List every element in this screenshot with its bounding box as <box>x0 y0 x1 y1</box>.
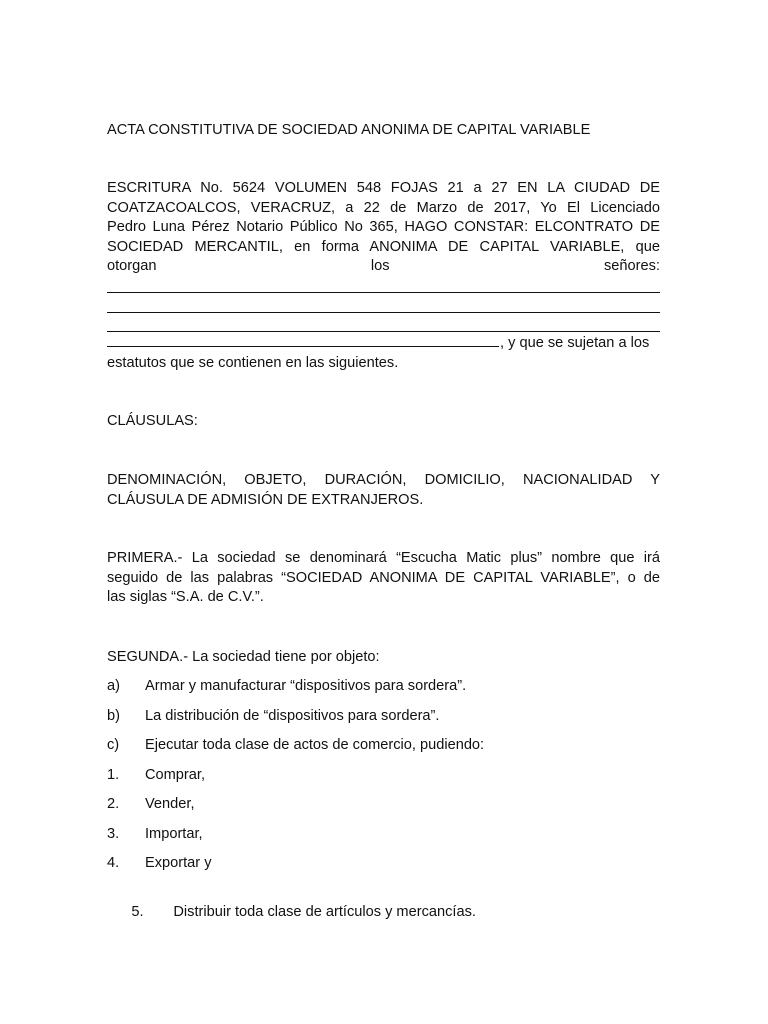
intro-word-otorgan: otorgan <box>107 258 157 274</box>
intro-line-3: Pedro Luna Pérez Notario Público No 365, HAGO CONSTAR: ELCONTRATO DE <box>107 219 660 235</box>
list-marker: 3. <box>107 825 120 842</box>
list-marker: c) <box>107 737 120 753</box>
intro-word-los: los <box>370 258 390 274</box>
list-marker: 2. <box>107 796 120 812</box>
document-title: ACTA CONSTITUTIVA DE SOCIEDAD ANONIMA DE CAPITAL VARIABLE <box>107 122 591 138</box>
signature-blank-line-2 <box>107 312 660 313</box>
section-heading-line-2: CLÁUSULA DE ADMISIÓN DE EXTRANJEROS. <box>107 491 424 508</box>
list-item <box>107 884 660 943</box>
section-heading-line-1: DENOMINACIÓN, OBJETO, DURACIÓN, DOMICILIO, NACIONALIDAD Y <box>107 472 660 488</box>
list-item-text: Vender, <box>145 796 195 812</box>
signature-blank-line-3 <box>107 331 660 332</box>
list-item-text: Importar, <box>145 825 203 842</box>
list-item-text: Armar y manufacturar “dispositivos para sordera”. <box>145 678 467 694</box>
list-item-text: Comprar, <box>145 766 206 783</box>
intro-sig-suffix: , y que se sujetan a los <box>500 335 650 351</box>
intro-word-senores: señores: <box>604 258 660 274</box>
intro-line-4: SOCIEDAD MERCANTIL, en forma ANONIMA DE CAPITAL VARIABLE, que <box>107 238 660 255</box>
intro-line-1: ESCRITURA No. 5624 VOLUMEN 548 FOJAS 21 a 27 EN LA CIUDAD DE <box>107 180 660 196</box>
primera-line-2: seguido de las palabras “SOCIEDAD ANONIMA DE CAPITAL VARIABLE”, o de <box>107 569 660 586</box>
list-marker: 4. <box>107 855 120 871</box>
list-item <box>107 795 660 815</box>
segunda-heading: SEGUNDA.- La sociedad tiene por objeto: <box>107 649 380 665</box>
list-item <box>107 736 660 756</box>
list-item <box>107 825 660 845</box>
intro-line-5 <box>107 257 660 277</box>
list-marker: a) <box>107 678 120 694</box>
clausulas-heading: CLÁUSULAS: <box>107 413 198 429</box>
list-item <box>107 707 660 727</box>
intro-line-last: estatutos que se contienen en las siguientes. <box>107 354 399 371</box>
list-item <box>107 677 660 697</box>
list-item <box>107 766 660 786</box>
primera-line-3: las siglas “S.A. de C.V.”. <box>107 589 264 605</box>
list-marker: b) <box>107 707 120 724</box>
intro-line-2: COATZACOALCOS, VERACRUZ, a 22 de Marzo de 2017, Yo El Licenciado <box>107 199 660 216</box>
signature-row <box>107 334 660 354</box>
primera-line-1: PRIMERA.- La sociedad se denominará “Escucha Matic plus” nombre que irá <box>107 550 660 566</box>
signature-blank-line-1 <box>107 292 660 293</box>
list-item-text: Distribuir toda clase de artículos y mercancías. <box>169 904 476 920</box>
list-marker: 5. <box>131 904 144 920</box>
list-item <box>107 854 660 874</box>
list-marker: 1. <box>107 766 120 783</box>
list-item-text: Ejecutar toda clase de actos de comercio, pudiendo: <box>145 737 485 753</box>
list-item-text: Exportar y <box>145 855 212 871</box>
signature-blank-line-4 <box>107 346 499 347</box>
list-item-text: La distribución de “dispositivos para sordera”. <box>145 707 440 724</box>
